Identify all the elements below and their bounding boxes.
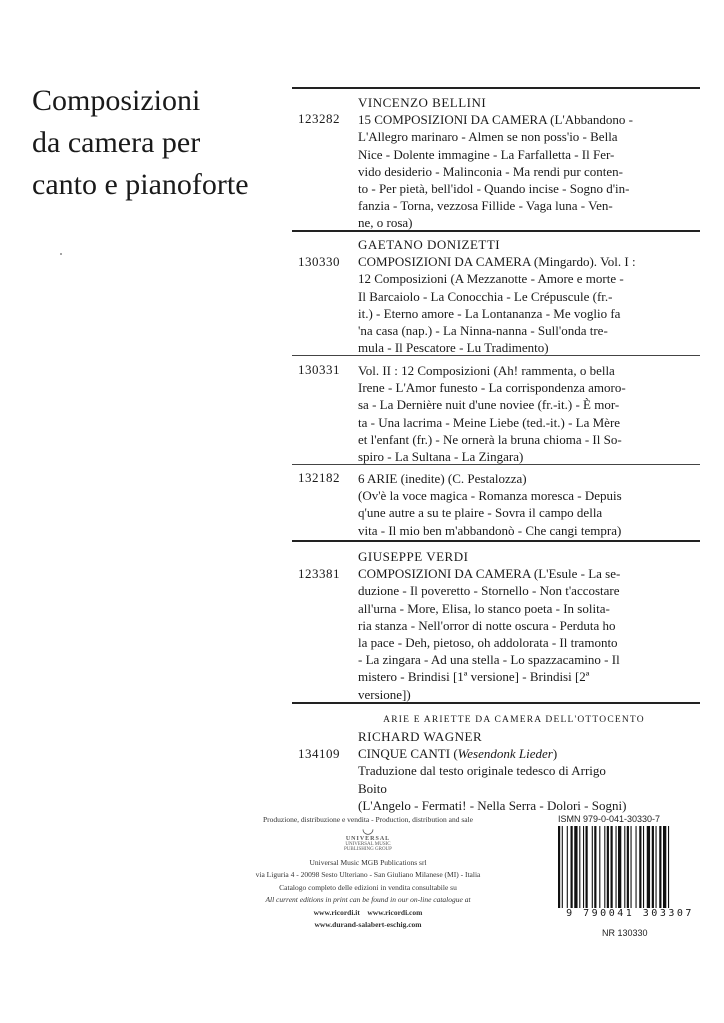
entry-line: L'Allegro marinaro - Almen se non poss'io - Bella — [358, 129, 618, 145]
barcode-bar — [643, 826, 644, 918]
barcode-bar — [627, 826, 629, 918]
wagner-entry — [358, 728, 670, 814]
catalog-number: 134109 — [298, 746, 340, 761]
divider — [292, 230, 700, 232]
barcode-bar — [571, 826, 573, 918]
entry-line: vido desiderio - Malinconia - Ma rendi pur conten- — [358, 163, 623, 179]
universal-logo — [338, 824, 398, 854]
barcode-bar — [616, 826, 617, 918]
barcode-bar — [607, 826, 609, 918]
verdi-entry — [358, 548, 670, 703]
distribution-line: Produzione, distribuzione e vendita - Production, distribution and sale — [263, 815, 473, 824]
entry-line: 'na casa (nap.) - La Ninna-nanna - Sull'onda tre- — [358, 323, 608, 339]
barcode-bar — [558, 826, 560, 918]
title-line: da camera per — [32, 126, 201, 159]
catalog-number: 130331 — [298, 362, 340, 377]
website-link[interactable]: www.ricordi.it — [313, 907, 360, 917]
entry-line: COMPOSIZIONI DA CAMERA (L'Esule - La se- — [358, 566, 621, 582]
website-link[interactable]: www.ricordi.com — [367, 907, 423, 917]
entry-line: sa - La Dernière nuit d'une noviee (fr.-it.) - È mor- — [358, 397, 620, 413]
bellini-entry — [358, 94, 670, 232]
entry-line: et l'enfant (fr.) - Ne ornerà la bruna chioma - Il So- — [358, 431, 622, 447]
publisher-address: via Liguria 4 - 20098 Sesto Ulteriano - San Giuliano Milanese (MI) - Italia — [255, 870, 481, 879]
entry-line: Irene - L'Amor funesto - La corrispondenza amoro- — [358, 380, 626, 396]
barcode-bar — [579, 826, 580, 918]
barcode-bar — [583, 826, 584, 918]
barcode-bar — [631, 826, 632, 918]
divider — [292, 464, 700, 465]
entry-line: Boito — [358, 780, 387, 796]
composer-name: GAETANO DONIZETTI — [358, 237, 501, 252]
logo-subtext: UNIVERSAL MUSIC PUBLISHING GROUP — [344, 842, 392, 852]
barcode-bar — [562, 826, 563, 918]
logo-globe-icon: ◡ — [361, 822, 375, 837]
donizetti-vol2-entry — [358, 362, 670, 465]
entry-line: versione]) — [358, 686, 411, 702]
catalog-note-it: Catalogo completo delle edizioni in vendita consultabile su — [279, 882, 457, 892]
entry-line: ne, o rosa) — [358, 215, 413, 231]
entry-line: ta - Una lacrima - Meine Liebe (ted.-it.) - La Mère — [358, 414, 621, 430]
catalog-number: 132182 — [298, 470, 340, 485]
logo-text: UNIVERSAL — [345, 836, 391, 842]
barcode-number: 9 790041 303307 — [548, 908, 712, 919]
page-title — [32, 80, 292, 206]
entry-line: mula - Il Pescatore - Lu Tradimento) — [358, 340, 549, 356]
barcode-bar — [652, 826, 654, 918]
barcode-bar — [639, 826, 641, 918]
entry-line: to - Per pietà, bell'idol - Quando incise - Sogno d'in- — [358, 181, 630, 197]
websites — [218, 907, 518, 920]
barcode-bar — [574, 826, 577, 918]
divider — [292, 87, 700, 89]
entry-line: la pace - Deh, pietoso, oh addolorata - Il tramonto — [358, 635, 618, 651]
title-part: ) — [552, 746, 558, 762]
barcode-icon — [548, 826, 712, 918]
composer-name: GIUSEPPE VERDI — [358, 549, 469, 564]
entry-line: Traduzione dal testo originale tedesco di Arrigo — [358, 763, 606, 779]
barcode-bar — [586, 826, 588, 918]
composer-name: RICHARD WAGNER — [358, 729, 483, 744]
barcode-bar — [647, 826, 650, 918]
title-line: Composizioni — [32, 84, 201, 117]
barcode-bar — [663, 826, 666, 918]
barcode-bar — [604, 826, 605, 918]
entry-line: (L'Angelo - Fermati! - Nella Serra - Dolori - Sogni) — [358, 797, 627, 813]
divider — [292, 702, 700, 704]
barcode-bar — [668, 826, 669, 918]
catalog-number: 123381 — [298, 566, 340, 581]
catalog-number: 130330 — [298, 254, 340, 269]
title-line: canto e pianoforte — [32, 168, 249, 201]
entry-line: mistero - Brindisi [1ª versione] - Brindisi [2ª — [358, 669, 590, 685]
entry-line: spiro - La Sultana - La Zingara) — [358, 449, 524, 465]
barcode-bar — [656, 826, 657, 918]
entry-line: it.) - Eterno amore - La Lontananza - Me voglio fa — [358, 305, 621, 321]
entry-line: COMPOSIZIONI DA CAMERA (Mingardo). Vol. I : — [358, 254, 636, 270]
barcode-bar — [567, 826, 568, 918]
barcode-bar — [599, 826, 600, 918]
entry-line: ria stanza - Nell'orror di notte oscura - Perduta ho — [358, 617, 616, 633]
entry-line: all'urna - More, Elisa, lo stanco poeta - In solita- — [358, 600, 610, 616]
barcode-bar — [636, 826, 637, 918]
entry-line: Il Barcaiolo - La Conocchia - Le Crépuscule (fr.- — [358, 288, 613, 304]
composer-name: VINCENZO BELLINI — [358, 95, 487, 110]
divider — [292, 355, 700, 356]
barcode-bar — [594, 826, 596, 918]
title-italic: Wesendonk Lieder — [457, 746, 553, 762]
entry-line: - La zingara - Ad una stella - Lo spazzacamino - Il — [358, 652, 620, 668]
donizetti-arie-entry — [358, 470, 670, 539]
entry-line: vita - Il mio ben m'abbandonò - Che cangi tempra) — [358, 522, 622, 538]
nr-code: NR 130330 — [602, 928, 648, 938]
entry-title — [358, 745, 670, 762]
speck — [60, 253, 62, 255]
catalog-note-en: All current editions in print can be found in our on-line catalogue at — [265, 895, 471, 904]
barcode-bar — [659, 826, 661, 918]
entry-line: 12 Composizioni (A Mezzanotte - Amore e morte - — [358, 271, 624, 287]
barcode-bar — [592, 826, 593, 918]
entry-line: q'une autre a su te plaire - Sovra il campo della — [358, 505, 603, 521]
entry-line: duzione - Il poveretto - Stornello - Non t'accostare — [358, 583, 620, 599]
barcode-bar — [624, 826, 625, 918]
catalog-number: 123282 — [298, 111, 340, 126]
entry-line: Nice - Dolente immagine - La Farfalletta - Il Fer- — [358, 146, 615, 162]
website-link[interactable]: www.durand-salabert-eschig.com — [314, 920, 422, 929]
divider — [292, 540, 700, 542]
donizetti-vol1-entry — [358, 236, 670, 356]
publisher-name: Universal Music MGB Publications srl — [309, 857, 427, 867]
series-title: ARIE E ARIETTE DA CAMERA DELL'OTTOCENTO — [383, 715, 645, 725]
barcode-bar — [618, 826, 621, 918]
entry-line: Vol. II : 12 Composizioni (Ah! rammenta, o bella — [358, 363, 615, 378]
entry-line: 15 COMPOSIZIONI DA CAMERA (L'Abbandono - — [358, 112, 633, 128]
entry-line: 6 ARIE (inedite) (C. Pestalozza) — [358, 471, 527, 486]
barcode-bar — [611, 826, 613, 918]
entry-line: fanzia - Torna, vezzosa Fillide - Vaga luna - Ven- — [358, 198, 613, 214]
ismn-code: ISMN 979-0-041-30330-7 — [558, 814, 661, 824]
entry-line: (Ov'è la voce magica - Romanza moresca - Depuis — [358, 488, 622, 504]
title-part: CINQUE CANTI ( — [358, 746, 458, 762]
